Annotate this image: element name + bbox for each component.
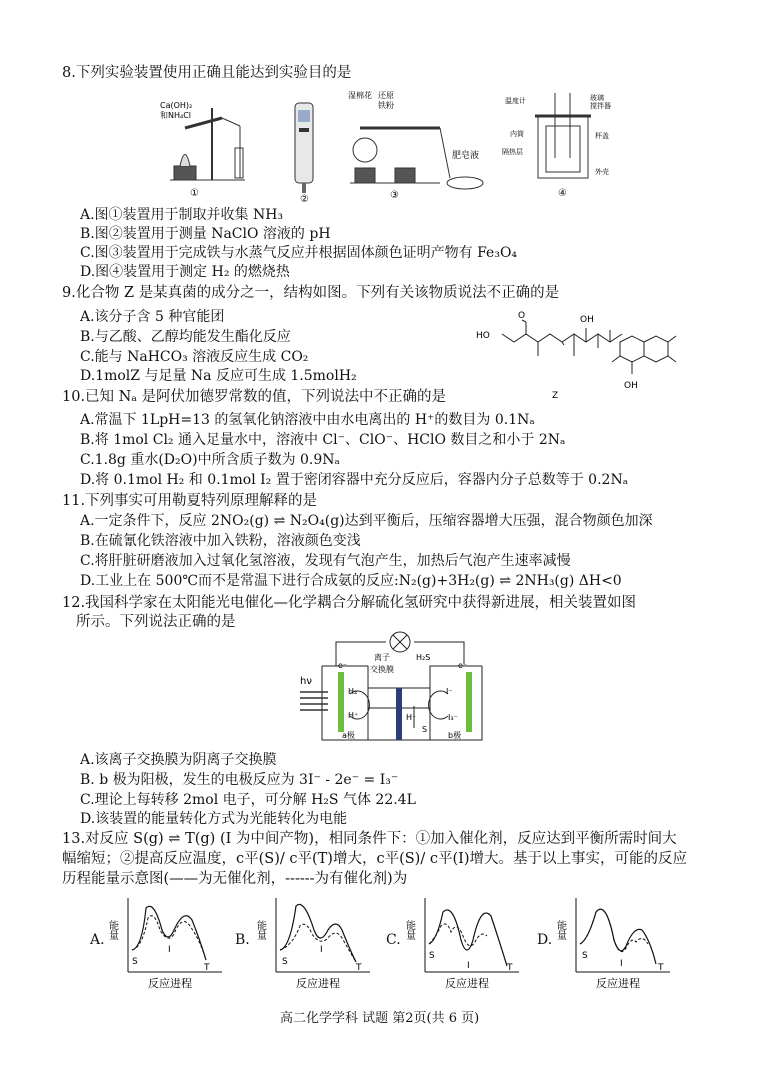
- q11-stem: 11.下列事实可用勒夏特列原理解释的是: [62, 493, 318, 509]
- graph-c-s: S: [429, 951, 435, 961]
- svg-text:湿棉花: 湿棉花: [348, 91, 372, 100]
- label-i-minus: I⁻: [446, 687, 453, 696]
- svg-text:还原: 还原: [378, 91, 394, 100]
- figure-2-ph-meter: [295, 103, 313, 193]
- graph-a-x-label: 反应进程: [148, 977, 192, 990]
- label-hv: hν: [300, 676, 312, 687]
- svg-text:隔热层: 隔热层: [502, 148, 523, 156]
- q8-option-b[interactable]: B.图②装置用于测量 NaClO 溶液的 pH: [80, 226, 331, 242]
- label-hplus-left: H⁺: [348, 711, 359, 720]
- graph-c-x-label: 反应进程: [445, 977, 489, 990]
- graph-d-y-label: 能量: [554, 920, 566, 940]
- energy-graph-a[interactable]: [106, 890, 230, 990]
- svg-text:外壳: 外壳: [595, 168, 609, 176]
- fig-num-1: ①: [190, 188, 199, 199]
- q11-option-d[interactable]: D.工业上在 500℃而不是常温下进行合成氨的反应:N₂(g)+3H₂(g) ⇌ 2NH₃(g) ΔH<0: [80, 573, 622, 589]
- graph-c-option-label[interactable]: C.: [386, 932, 401, 948]
- label-i3: I₃⁻: [448, 713, 458, 722]
- compound-z-structure: [470, 302, 690, 412]
- q10-option-a[interactable]: A.常温下 1LpH=13 的氢氧化钠溶液中由水电离出的 H⁺的数目为 0.1Nₐ: [80, 412, 535, 428]
- q12-option-a[interactable]: A.该离子交换膜为阴离子交换膜: [80, 752, 277, 768]
- label-hplus-mid: H⁺: [406, 713, 417, 722]
- q10-stem: 10.已知 Nₐ 是阿伏加德罗常数的值，下列说法中不正确的是: [62, 389, 447, 405]
- struct-oh-2: OH: [624, 381, 638, 391]
- svg-text:和NH₄Cl: 和NH₄Cl: [160, 111, 192, 120]
- q8-option-a[interactable]: A.图①装置用于制取并收集 NH₃: [80, 207, 284, 223]
- svg-text:温度计: 温度计: [505, 97, 526, 105]
- graph-b-t: T: [356, 963, 362, 973]
- page-footer: 高二化学学科 试题 第2页(共 6 页): [280, 1011, 480, 1026]
- struct-z-label: Z: [552, 391, 559, 401]
- graph-d-i: I: [620, 959, 623, 969]
- graph-b-option-label[interactable]: B.: [235, 932, 250, 948]
- graph-c-t: T: [507, 963, 513, 973]
- graph-a-option-label[interactable]: A.: [90, 932, 105, 948]
- q8-option-d[interactable]: D.图④装置用于测定 H₂ 的燃烧热: [80, 264, 290, 280]
- q11-option-b[interactable]: B.在硫氰化铁溶液中加入铁粉，溶液颜色变浅: [80, 533, 361, 549]
- label-h2: H₂: [348, 687, 358, 696]
- q12-stem-line-2: 所示。下列说法正确的是: [76, 614, 236, 630]
- fig-num-4: ④: [558, 188, 567, 199]
- graph-b-s: S: [282, 957, 288, 967]
- fig-num-2: ②: [300, 194, 309, 205]
- q12-stem-line-1: 12.我国科学家在太阳能光电催化—化学耦合分解硫化氢研究中获得新进展，相关装置如图: [62, 595, 637, 611]
- energy-graph-c[interactable]: [403, 890, 527, 990]
- graph-b-x-label: 反应进程: [296, 977, 340, 990]
- label-a-pole: a极: [342, 731, 355, 740]
- label-b-pole: b极: [448, 731, 462, 740]
- q13-stem-line-2: 幅缩短；②提高反应温度，c平(S)/ c平(T)增大，c平(S)/ c平(I)增大。基于以上事实，可能的反应: [62, 851, 687, 867]
- struct-oh-1: OH: [580, 315, 594, 325]
- q12-option-c[interactable]: C.理论上每转移 2mol 电子，可分解 H₂S 气体 22.4L: [80, 792, 416, 808]
- svg-text:铁粉: 铁粉: [378, 101, 394, 110]
- graph-b-y-label: 能量: [254, 920, 266, 940]
- q11-option-a[interactable]: A.一定条件下，反应 2NO₂(g) ⇌ N₂O₄(g)达到平衡后，压缩容器增大压强，混合物颜色加深: [80, 513, 653, 529]
- graph-d-t: T: [658, 963, 664, 973]
- fig-label-reagent: Ca(OH)₂: [160, 101, 193, 110]
- svg-text:杯盖: 杯盖: [595, 132, 609, 140]
- electrode-a: [338, 672, 344, 732]
- svg-text:玻璃: 玻璃: [590, 94, 604, 102]
- graph-d-option-label[interactable]: D.: [537, 932, 553, 948]
- q10-option-d[interactable]: D.将 0.1mol H₂ 和 0.1mol I₂ 置于密闭容器中充分反应后，容器内分子总数等于 0.2Nₐ: [80, 472, 629, 488]
- energy-graph-d[interactable]: [554, 890, 678, 990]
- label-e-right: e⁻: [458, 661, 468, 670]
- energy-graph-b[interactable]: [254, 890, 378, 990]
- electrolysis-cell-figure: [298, 628, 510, 746]
- svg-text:搅拌器: 搅拌器: [590, 102, 611, 110]
- electrode-b: [466, 672, 472, 732]
- q10-option-c[interactable]: C.1.8g 重水(D₂O)中所含质子数为 0.9Nₐ: [80, 452, 340, 468]
- figure-4-calorimeter: [535, 93, 591, 178]
- struct-o: O: [518, 311, 526, 321]
- svg-text:交换膜: 交换膜: [370, 665, 394, 674]
- svg-text:内筒: 内筒: [510, 130, 524, 138]
- q8-apparatus-figure: [150, 88, 630, 206]
- label-h2s: H₂S: [416, 653, 431, 662]
- label-s: S: [422, 725, 428, 734]
- label-e-left: e⁻: [338, 661, 348, 670]
- q13-stem-line-3: 历程能量示意图(——为无催化剂，------为有催化剂)为: [62, 871, 408, 887]
- graph-d-x-label: 反应进程: [596, 977, 640, 990]
- q13-stem-line-1: 13.对反应 S(g) ⇌ T(g) (I 为中间产物)，相同条件下：①加入催化剂，反应达到平衡所需时间大: [62, 831, 677, 847]
- struct-ho: HO: [476, 331, 490, 341]
- graph-a-t: T: [204, 963, 210, 973]
- graph-d-s: S: [582, 951, 588, 961]
- q9-option-d[interactable]: D.1molZ 与足量 Na 反应可生成 1.5molH₂: [80, 368, 357, 384]
- q8-stem: 8.下列实验装置使用正确且能达到实验目的是: [62, 65, 352, 81]
- svg-text:离子: 离子: [374, 653, 390, 662]
- q9-stem: 9.化合物 Z 是某真菌的成分之一，结构如图。下列有关该物质说法不正确的是: [62, 285, 560, 301]
- q11-option-c[interactable]: C.将肝脏研磨液加入过氧化氢溶液，发现有气泡产生，加热后气泡产生速率减慢: [80, 553, 571, 569]
- q10-option-b[interactable]: B.将 1mol Cl₂ 通入足量水中，溶液中 Cl⁻、ClO⁻、HClO 数目之和小于 2Nₐ: [80, 432, 566, 448]
- graph-a-i: I: [168, 945, 171, 955]
- q9-option-a[interactable]: A.该分子含 5 种官能团: [80, 309, 225, 325]
- q12-option-d[interactable]: D.该装置的能量转化方式为光能转化为电能: [80, 811, 348, 827]
- q9-option-c[interactable]: C.能与 NaHCO₃ 溶液反应生成 CO₂: [80, 349, 309, 365]
- graph-b-i: I: [320, 945, 323, 955]
- q12-option-b[interactable]: B. b 极为阳极，发生的电极反应为 3I⁻ - 2e⁻ = I₃⁻: [80, 772, 399, 788]
- graph-a-y-label: 能量: [106, 920, 118, 940]
- graph-c-y-label: 能量: [403, 920, 415, 940]
- graph-c-i: I: [467, 961, 470, 971]
- fig-label-soap: 肥皂液: [452, 151, 480, 161]
- fig-num-3: ③: [390, 190, 399, 201]
- q8-option-c[interactable]: C.图③装置用于完成铁与水蒸气反应并根据固体颜色证明产物有 Fe₃O₄: [80, 245, 518, 261]
- graph-a-s: S: [132, 957, 138, 967]
- q9-option-b[interactable]: B.与乙酸、乙醇均能发生酯化反应: [80, 329, 291, 345]
